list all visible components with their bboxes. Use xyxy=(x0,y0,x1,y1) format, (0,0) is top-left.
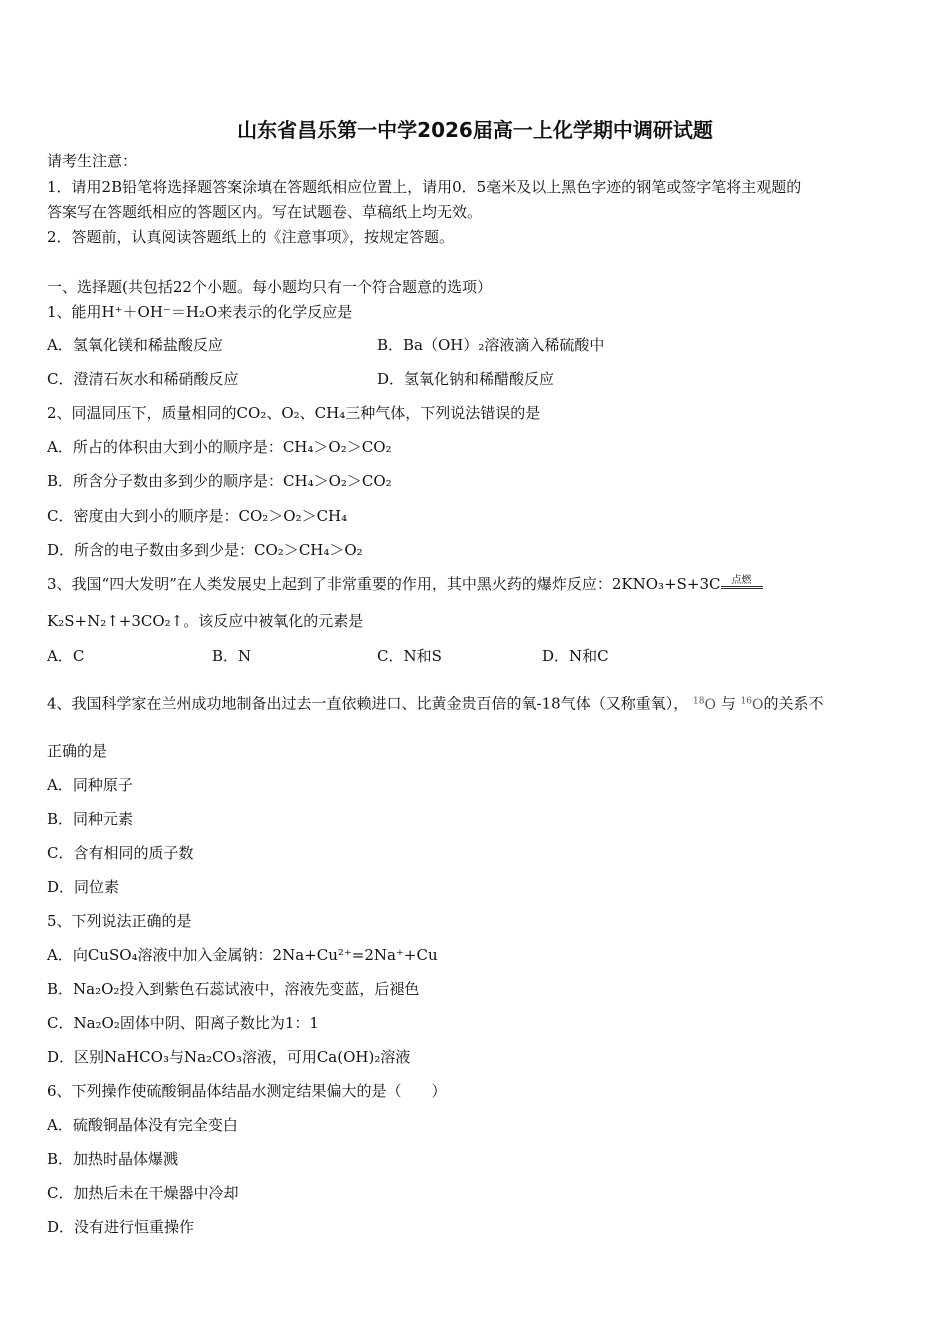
notice-line: 答案写在答题纸相应的答题区内。写在试题卷、草稿纸上均无效。 xyxy=(47,203,483,221)
option: D．氢氧化钠和稀醋酸反应 xyxy=(377,370,555,388)
question-stem: 2、同温同压下，质量相同的CO₂、O₂、CH₄三种气体，下列说法错误的是 xyxy=(47,404,541,422)
option: C．密度由大到小的顺序是：CO₂＞O₂＞CH₄ xyxy=(47,507,348,525)
option: B．Ba（OH）₂溶液滴入稀硫酸中 xyxy=(377,336,605,354)
element-symbol: O xyxy=(751,696,764,713)
mass-number: 16 xyxy=(740,696,752,706)
notice-line: 1．请用2B铅笔将选择题答案涂填在答题纸相应位置上，请用0．5毫米及以上黑色字迹的钢笔或签字笔将主观题的 xyxy=(47,178,802,196)
option: C．Na₂O₂固体中阴、阳离子数比为1：1 xyxy=(47,1014,319,1032)
option: A．C xyxy=(47,647,85,665)
section-heading: 一、选择题(共包括22个小题。每小题均只有一个符合题意的选项） xyxy=(47,278,492,296)
notice-line: 2．答题前，认真阅读答题纸上的《注意事项》，按规定答题。 xyxy=(47,228,455,246)
notice-heading: 请考生注意： xyxy=(47,152,138,170)
isotope-o16 xyxy=(741,697,764,713)
connector: 与 xyxy=(720,694,736,713)
option: A．向CuSO₄溶液中加入金属钠：2Na+Cu²⁺=2Na⁺+Cu xyxy=(47,946,438,964)
option: B．同种元素 xyxy=(47,810,134,828)
question-stem: 5、下列说法正确的是 xyxy=(47,912,192,930)
isotope-o18 xyxy=(693,697,716,713)
option: A．所占的体积由大到小的顺序是：CH₄＞O₂＞CO₂ xyxy=(47,438,392,456)
option: D．同位素 xyxy=(47,878,120,896)
page-title: 山东省昌乐第一中学2026届高一上化学期中调研试题 xyxy=(237,118,713,142)
option: D．没有进行恒重操作 xyxy=(47,1218,195,1236)
stem-text: 3、我国“四大发明”在人类发展史上起到了非常重要的作用，其中黑火药的爆炸反应：2KNO₃+S+3C xyxy=(47,575,721,593)
option: B．Na₂O₂投入到紫色石蕊试液中，溶液先变蓝，后褪色 xyxy=(47,980,420,998)
option: C．N和S xyxy=(377,647,442,665)
question-stem xyxy=(47,574,763,594)
question-stem: 1、能用H⁺＋OH⁻＝H₂O来表示的化学反应是 xyxy=(47,303,353,321)
question-stem xyxy=(47,691,823,715)
element-symbol: O xyxy=(704,696,716,713)
option: B．加热时晶体爆溅 xyxy=(47,1150,179,1168)
question-stem-continued: 正确的是 xyxy=(47,742,108,760)
option: D．N和C xyxy=(542,647,609,665)
reaction-condition: 点燃 xyxy=(721,576,763,589)
option: B．N xyxy=(212,647,252,665)
option: A．同种原子 xyxy=(47,776,133,794)
question-stem: 6、下列操作使硫酸铜晶体结晶水测定结果偏大的是（ ） xyxy=(47,1082,447,1100)
stem-tail: 的关系不 xyxy=(763,694,824,713)
question-stem-continued: K₂S+N₂↑+3CO₂↑。该反应中被氧化的元素是 xyxy=(47,612,364,630)
stem-text: 4、我国科学家在兰州成功地制备出过去一直依赖进口、比黄金贵百倍的氧-18气体（又称重氧）， xyxy=(47,694,689,713)
mass-number: 18 xyxy=(692,696,705,706)
option: B．所含分子数由多到少的顺序是：CH₄＞O₂＞CO₂ xyxy=(47,472,392,490)
option: C．含有相同的质子数 xyxy=(47,844,194,862)
option: D．所含的电子数由多到少是：CO₂＞CH₄＞O₂ xyxy=(47,541,363,559)
option: D．区别NaHCO₃与Na₂CO₃溶液，可用Ca(OH)₂溶液 xyxy=(47,1048,411,1066)
option: A．氢氧化镁和稀盐酸反应 xyxy=(47,336,223,354)
option: C．澄清石灰水和稀硝酸反应 xyxy=(47,370,239,388)
option: C．加热后未在干燥器中冷却 xyxy=(47,1184,239,1202)
option: A．硫酸铜晶体没有完全变白 xyxy=(47,1116,238,1134)
